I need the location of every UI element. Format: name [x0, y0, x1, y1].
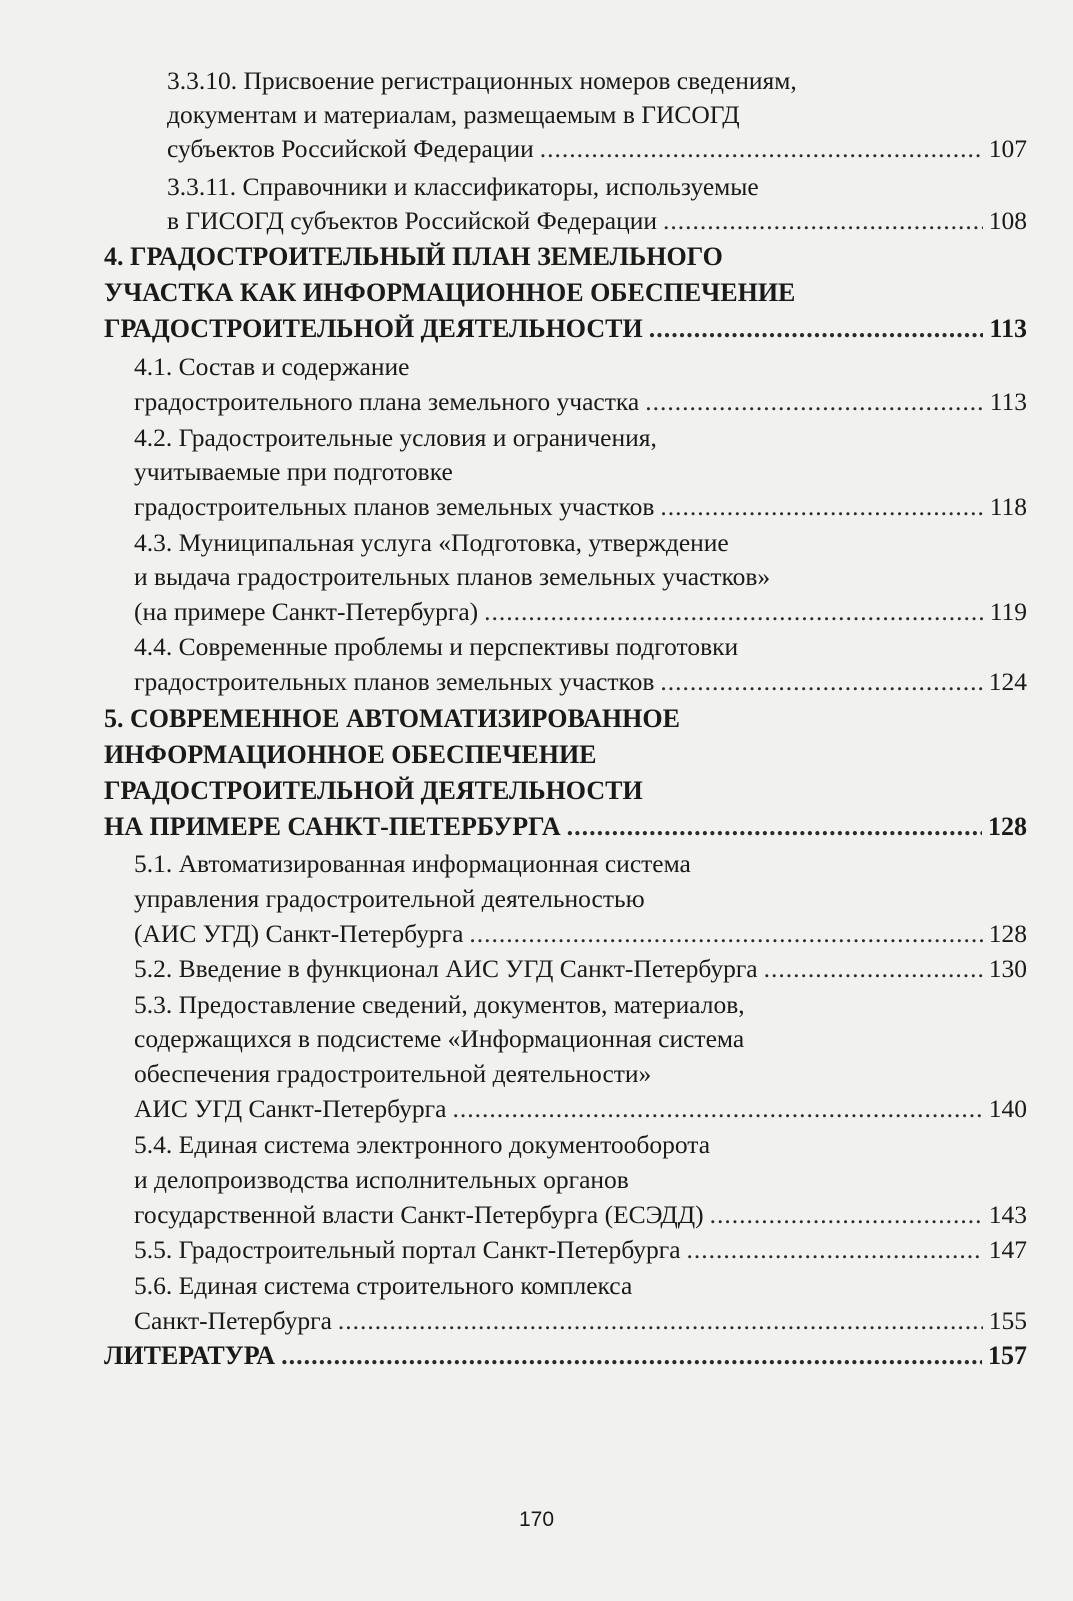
toc-entry-chapter-5[interactable]: НА ПРИМЕРЕ САНКТ-ПЕТЕРБУРГА ..... 128 [104, 810, 1027, 844]
toc-line: 4.1. Состав и содержание [134, 352, 410, 381]
dot-leader [660, 490, 983, 524]
toc-page-number: 140 [988, 1094, 1027, 1123]
dot-leader [452, 1092, 982, 1126]
toc-line: 5.4. Единая система электронного документооборота [134, 1130, 711, 1159]
toc-chapter-line: 5. СОВРЕМЕННОЕ АВТОМАТИЗИРОВАННОЕ [104, 704, 680, 733]
toc-page-number: 113 [989, 387, 1027, 416]
toc-page-number: 128 [988, 919, 1027, 948]
toc-chapter-line: 4. ГРАДОСТРОИТЕЛЬНЫЙ ПЛАН ЗЕМЕЛЬНОГО [104, 242, 723, 271]
toc-entry-5-5[interactable]: 5.5. Градостроительный портал Санкт-Петербурга ..... 147 [134, 1233, 1027, 1267]
page-number: 170 [518, 1508, 555, 1531]
toc-page-number: 155 [988, 1306, 1027, 1335]
toc-entry-literature[interactable]: ЛИТЕРАТУРА ..... 157 [104, 1339, 1027, 1373]
toc-entry-4-2[interactable]: градостроительных планов земельных участков ..... 118 [134, 490, 1027, 524]
toc-page-number: 119 [989, 597, 1027, 626]
dot-leader [338, 1304, 983, 1338]
toc-entry-5-4[interactable]: государственной власти Санкт-Петербурга (ЕСЭДД) ..... 143 [134, 1198, 1027, 1232]
dot-leader [469, 917, 982, 951]
toc-entry-4-4[interactable]: градостроительных планов земельных участков ..... 124 [134, 665, 1027, 699]
toc-chapter-line: УЧАСТКА КАК ИНФОРМАЦИОННОЕ ОБЕСПЕЧЕНИЕ [104, 278, 796, 307]
toc-page-number: 108 [988, 206, 1027, 235]
toc-entry-5-6[interactable]: Санкт-Петербурга ..... 155 [134, 1304, 1027, 1338]
toc-line: и делопроизводства исполнительных органов [134, 1165, 629, 1194]
dot-leader [663, 204, 983, 238]
toc-chapter-line: ГРАДОСТРОИТЕЛЬНОЙ ДЕЯТЕЛЬНОСТИ [104, 776, 643, 805]
toc-line: и выдача градостроительных планов земельных участков» [134, 562, 771, 591]
toc-entry-5-2[interactable]: 5.2. Введение в функционал АИС УГД Санкт-Петербурга ..... 130 [134, 952, 1027, 986]
toc-page-number: 107 [988, 134, 1027, 163]
dot-leader [649, 312, 984, 346]
toc-line: управления градостроительной деятельностью [134, 884, 645, 913]
dot-leader [567, 810, 982, 844]
toc-entry-chapter-4[interactable]: ГРАДОСТРОИТЕЛЬНОЙ ДЕЯТЕЛЬНОСТИ ..... 113 [104, 312, 1027, 346]
dot-leader [710, 1198, 983, 1232]
dot-leader [281, 1339, 982, 1373]
toc-line: 5.6. Единая система строительного комплекса [134, 1271, 633, 1300]
toc-page-number: 124 [988, 667, 1027, 696]
toc-line: обеспечения градостроительной деятельности» [134, 1059, 652, 1088]
toc-line: 3.3.10. Присвоение регистрационных номеров сведениям, [167, 66, 797, 95]
toc-page-number: 143 [988, 1200, 1027, 1229]
toc-page-number: 118 [989, 492, 1027, 521]
toc-line: 4.2. Градостроительные условия и ограничения, [134, 423, 657, 452]
toc-line: учитываемые при подготовке [134, 457, 453, 486]
toc-page-number: 130 [988, 954, 1027, 983]
toc-line: 5.3. Предоставление сведений, документов, материалов, [134, 990, 745, 1019]
dot-leader [645, 385, 983, 419]
toc-line: 3.3.11. Справочники и классификаторы, используемые [167, 172, 759, 201]
toc-line: 5.1. Автоматизированная информационная система [134, 849, 691, 878]
toc-entry-4-3[interactable]: (на примере Санкт-Петербурга) ..... 119 [134, 595, 1027, 629]
toc-chapter-line: ИНФОРМАЦИОННОЕ ОБЕСПЕЧЕНИЕ [104, 740, 597, 769]
dot-leader [764, 952, 983, 986]
toc-line: документам и материалам, размещаемым в ГИСОГД [167, 100, 740, 129]
dot-leader [687, 1233, 983, 1267]
dot-leader [540, 132, 983, 166]
toc-entry-4-1[interactable]: градостроительного плана земельного участка ..... 113 [134, 385, 1027, 419]
toc-page-number: 157 [988, 1341, 1027, 1370]
dot-leader [660, 665, 982, 699]
toc-page-number: 113 [989, 314, 1027, 343]
toc-entry-3-3-11[interactable]: в ГИСОГД субъектов Российской Федерации ..... 108 [167, 204, 1027, 238]
toc-entry-5-3[interactable]: АИС УГД Санкт-Петербурга ..... 140 [134, 1092, 1027, 1126]
toc-line: 4.3. Муниципальная услуга «Подготовка, утверждение [134, 528, 729, 557]
toc-line: 4.4. Современные проблемы и перспективы подготовки [134, 632, 739, 661]
dot-leader [484, 595, 984, 629]
toc-entry-3-3-10[interactable]: субъектов Российской Федерации ..... 107 [167, 132, 1027, 166]
toc-page-number: 128 [988, 812, 1027, 841]
toc-page-number: 147 [988, 1235, 1027, 1264]
toc-line: содержащихся в подсистеме «Информационная система [134, 1024, 745, 1053]
toc-entry-5-1[interactable]: (АИС УГД) Санкт-Петербурга ..... 128 [134, 917, 1027, 951]
